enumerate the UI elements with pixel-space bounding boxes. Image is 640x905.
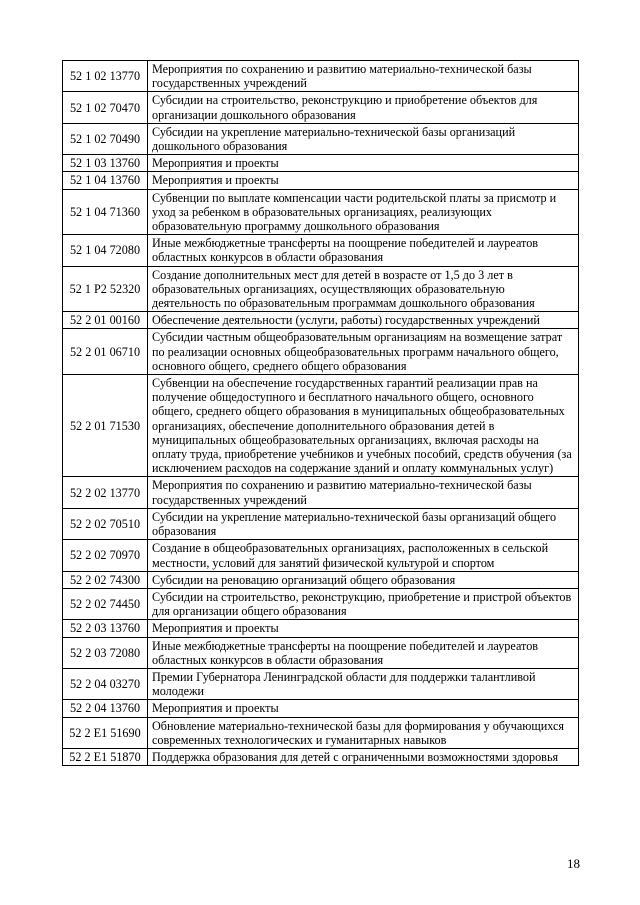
table-row xyxy=(63,266,579,312)
table-row xyxy=(63,668,579,699)
table-row xyxy=(63,155,579,172)
row-code: 52 2 01 00160 xyxy=(63,312,148,329)
row-code: 52 1 02 70490 xyxy=(63,123,148,154)
row-description: Субсидии на строительство, реконструкцию и приобретение объектов для организации дошкольного образования xyxy=(148,92,579,123)
table-row xyxy=(63,717,579,748)
table-row xyxy=(63,172,579,189)
row-description: Премии Губернатора Ленинградской области для поддержки талантливой молодежи xyxy=(148,668,579,699)
row-description: Мероприятия по сохранению и развитию материально-технической базы государственных учреждений xyxy=(148,61,579,92)
row-description: Мероприятия по сохранению и развитию материально-технической базы государственных учреждений xyxy=(148,477,579,508)
row-description: Субвенции по выплате компенсации части родительской платы за присмотр и уход за ребенком в образовательных организациях, реализующих образовательную программу дошкольного образования xyxy=(148,189,579,235)
row-description: Обеспечение деятельности (услуги, работы) государственных учреждений xyxy=(148,312,579,329)
row-description: Субсидии на строительство, реконструкцию, приобретение и пристрой объектов для организации общего образования xyxy=(148,588,579,619)
row-description: Поддержка образования для детей с ограниченными возможностями здоровья xyxy=(148,748,579,765)
row-code: 52 2 04 03270 xyxy=(63,668,148,699)
row-description: Мероприятия и проекты xyxy=(148,172,579,189)
table-row xyxy=(63,189,579,235)
row-code: 52 2 02 13770 xyxy=(63,477,148,508)
row-code: 52 2 02 74300 xyxy=(63,571,148,588)
table-row xyxy=(63,235,579,266)
row-code: 52 1 02 13770 xyxy=(63,61,148,92)
row-description: Мероприятия и проекты xyxy=(148,155,579,172)
table-row xyxy=(63,540,579,571)
row-code: 52 1 P2 52320 xyxy=(63,266,148,312)
table-row xyxy=(63,508,579,539)
row-description: Субсидии на реновацию организаций общего образования xyxy=(148,571,579,588)
row-code: 52 2 02 70970 xyxy=(63,540,148,571)
row-description: Иные межбюджетные трансферты на поощрение победителей и лауреатов областных конкурсов в области образования xyxy=(148,235,579,266)
row-code: 52 1 02 70470 xyxy=(63,92,148,123)
row-code: 52 2 02 74450 xyxy=(63,588,148,619)
row-description: Мероприятия и проекты xyxy=(148,620,579,637)
table-row xyxy=(63,588,579,619)
table-row xyxy=(63,571,579,588)
row-code: 52 2 02 70510 xyxy=(63,508,148,539)
table-row xyxy=(63,375,579,477)
table-row xyxy=(63,61,579,92)
row-code: 52 2 03 72080 xyxy=(63,637,148,668)
row-code: 52 1 03 13760 xyxy=(63,155,148,172)
row-description: Субсидии на укрепление материально-технической базы организаций дошкольного образования xyxy=(148,123,579,154)
row-code: 52 2 04 13760 xyxy=(63,700,148,717)
page-number: 18 xyxy=(567,856,580,871)
row-code: 52 1 04 72080 xyxy=(63,235,148,266)
budget-codes-table xyxy=(62,60,579,766)
table-body xyxy=(63,61,579,766)
row-code: 52 2 01 06710 xyxy=(63,329,148,375)
row-code: 52 2 03 13760 xyxy=(63,620,148,637)
table-row xyxy=(63,123,579,154)
document-page xyxy=(62,60,579,766)
table-row xyxy=(63,92,579,123)
row-description: Субсидии частным общеобразовательным организациям на возмещение затрат по реализации основных общеобразовательных программ начального общего, основного общего, среднего общего образования xyxy=(148,329,579,375)
row-description: Создание дополнительных мест для детей в возрасте от 1,5 до 3 лет в образовательных организациях, осуществляющих образовательную деятельность по образовательным программам дошкольного образования xyxy=(148,266,579,312)
row-description: Создание в общеобразовательных организациях, расположенных в сельской местности, условий для занятий физической культурой и спортом xyxy=(148,540,579,571)
table-row xyxy=(63,620,579,637)
row-code: 52 2 E1 51870 xyxy=(63,748,148,765)
row-code: 52 1 04 13760 xyxy=(63,172,148,189)
table-row xyxy=(63,637,579,668)
row-description: Субсидии на укрепление материально-технической базы организаций общего образования xyxy=(148,508,579,539)
table-row xyxy=(63,700,579,717)
row-code: 52 2 01 71530 xyxy=(63,375,148,477)
table-row xyxy=(63,477,579,508)
row-description: Субвенции на обеспечение государственных гарантий реализации прав на получение общедоступного и бесплатного начального общего, основного общего, среднего общего образования в муниципальных общеобразовательных организациях, обеспечение дополнительного образования детей в муниципальных общеобразовательных организациях, включая расходы на оплату труда, приобретение учебников и учебных пособий, средств обучения (за исключением расходов на содержание зданий и оплату коммунальных услуг) xyxy=(148,375,579,477)
table-row xyxy=(63,748,579,765)
row-code: 52 1 04 71360 xyxy=(63,189,148,235)
row-description: Мероприятия и проекты xyxy=(148,700,579,717)
row-description: Иные межбюджетные трансферты на поощрение победителей и лауреатов областных конкурсов в области образования xyxy=(148,637,579,668)
row-code: 52 2 E1 51690 xyxy=(63,717,148,748)
table-row xyxy=(63,329,579,375)
row-description: Обновление материально-технической базы для формирования у обучающихся современных технологических и гуманитарных навыков xyxy=(148,717,579,748)
table-row xyxy=(63,312,579,329)
